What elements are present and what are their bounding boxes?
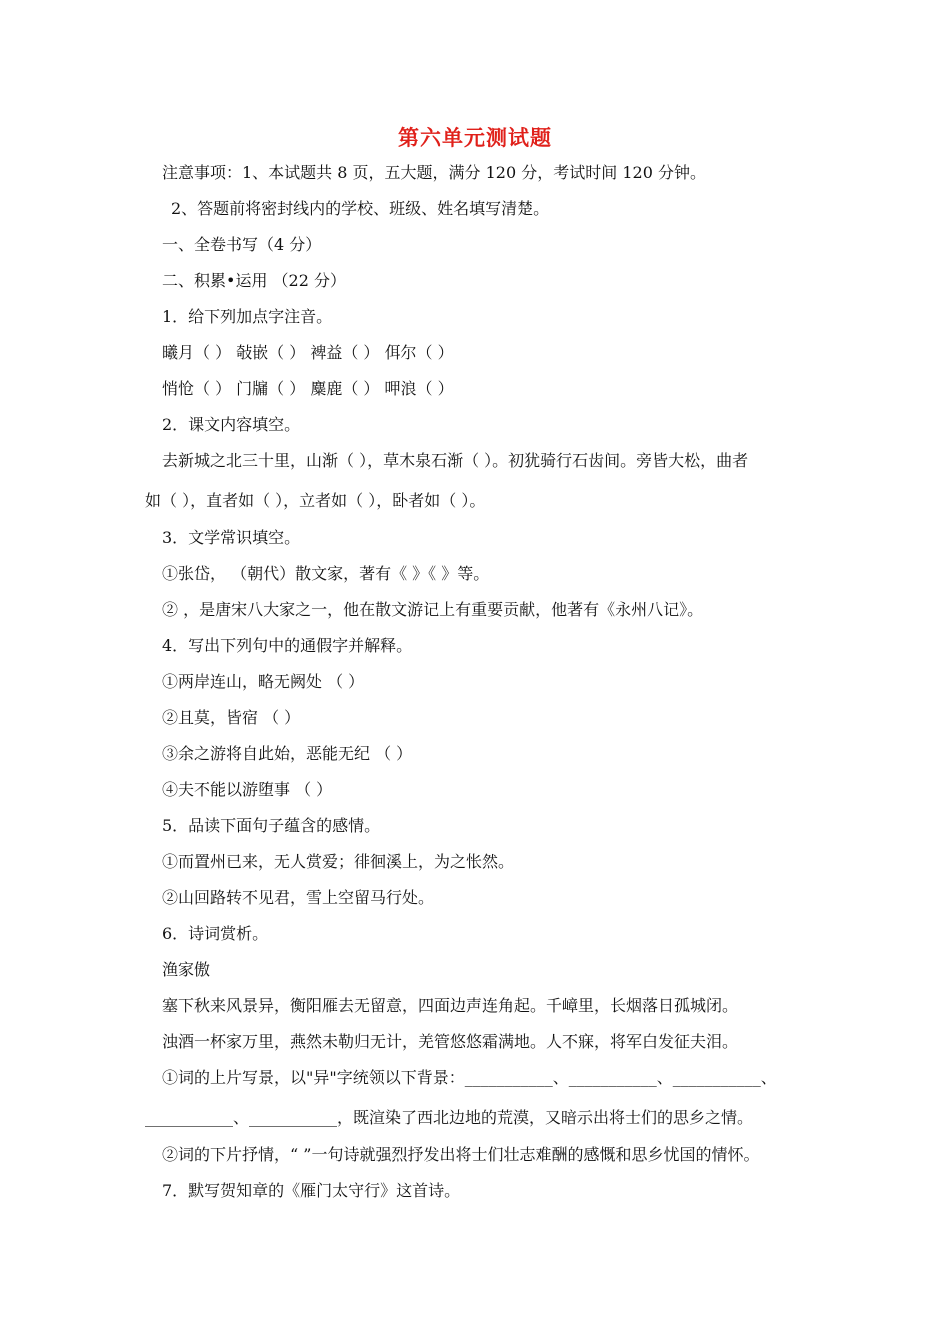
question-7-stem: 7．默写贺知章的《雁门太守行》这首诗。 (162, 1181, 461, 1200)
question-4-stem: 4．写出下列句中的通假字并解释。 (162, 636, 413, 655)
question-1-row-1: 曦月（ ） 敧嵌（ ） 裨益（ ） 佴尔（ ） (162, 343, 454, 362)
question-6-item-b: ②词的下片抒情，“ ”一句诗就强烈抒发出将士们壮志难酬的感慨和思乡忧国的情怀。 (162, 1145, 760, 1164)
poem-title: 渔家傲 (162, 960, 211, 979)
question-4-item-b: ②且莫，皆宿 （ ） (162, 708, 301, 727)
question-4-item-a: ①两岸连山，略无阙处 （ ） (162, 672, 365, 691)
question-4-item-d: ④夫不能以游堕事 （ ） (162, 780, 333, 799)
poem-line-1: 塞下秋来风景异，衡阳雁去无留意，四面边声连角起。千嶂里，长烟落日孤城闭。 (162, 996, 739, 1015)
question-3-item-b: ② ，是唐宋八大家之一，他在散文游记上有重要贡献，他著有《永州八记》。 (162, 600, 704, 619)
poem-line-2: 浊酒一杯家万里，燕然未勒归无计，羌管悠悠霜满地。人不寐，将军白发征夫泪。 (162, 1032, 739, 1051)
section-heading-1: 一、全卷书写（4 分） (162, 235, 322, 254)
question-5-item-a: ①而置州已来，无人赏爱；徘徊溪上，为之怅然。 (162, 852, 515, 871)
question-6-stem: 6．诗词赏析。 (162, 924, 269, 943)
question-3-stem: 3．文学常识填空。 (162, 528, 301, 547)
notes-line-1: 注意事项：1、本试题共 8 页，五大题，满分 120 分，考试时间 120 分钟。 (162, 163, 706, 182)
question-3-item-a: ①张岱， （朝代）散文家，著有《 》《 》等。 (162, 564, 490, 583)
question-6-item-a-line-2: ___________、___________，既渲染了西北边地的荒漠，又暗示出将士们的思乡之情。 (145, 1108, 754, 1127)
question-2-stem: 2．课文内容填空。 (162, 415, 301, 434)
page-title: 第六单元测试题 (398, 126, 552, 150)
notes-line-2: 2、答题前将密封线内的学校、班级、姓名填写清楚。 (171, 199, 550, 218)
question-1-row-2: 悄怆（ ） 门牖（ ） 麋鹿（ ） 呷浪（ ） (162, 379, 454, 398)
question-5-item-b: ②山回路转不见君，雪上空留马行处。 (162, 888, 435, 907)
section-heading-2: 二、积累•运用 （22 分） (162, 271, 346, 290)
question-2-line-1: 去新城之北三十里，山渐（ ），草木泉石渐（ ）。初犹骑行石齿间。旁皆大松，曲者 (162, 451, 749, 470)
question-6-item-a-line-1: ①词的上片写景，以"异"字统领以下背景：___________、___________、___________、 (162, 1068, 777, 1087)
question-2-line-2: 如（ ），直者如（ ），立者如（ ），卧者如（ ）。 (145, 491, 486, 510)
question-1-stem: 1．给下列加点字注音。 (162, 307, 333, 326)
question-4-item-c: ③余之游将自此始，恶能无纪 （ ） (162, 744, 413, 763)
question-5-stem: 5．品读下面句子蕴含的感情。 (162, 816, 381, 835)
